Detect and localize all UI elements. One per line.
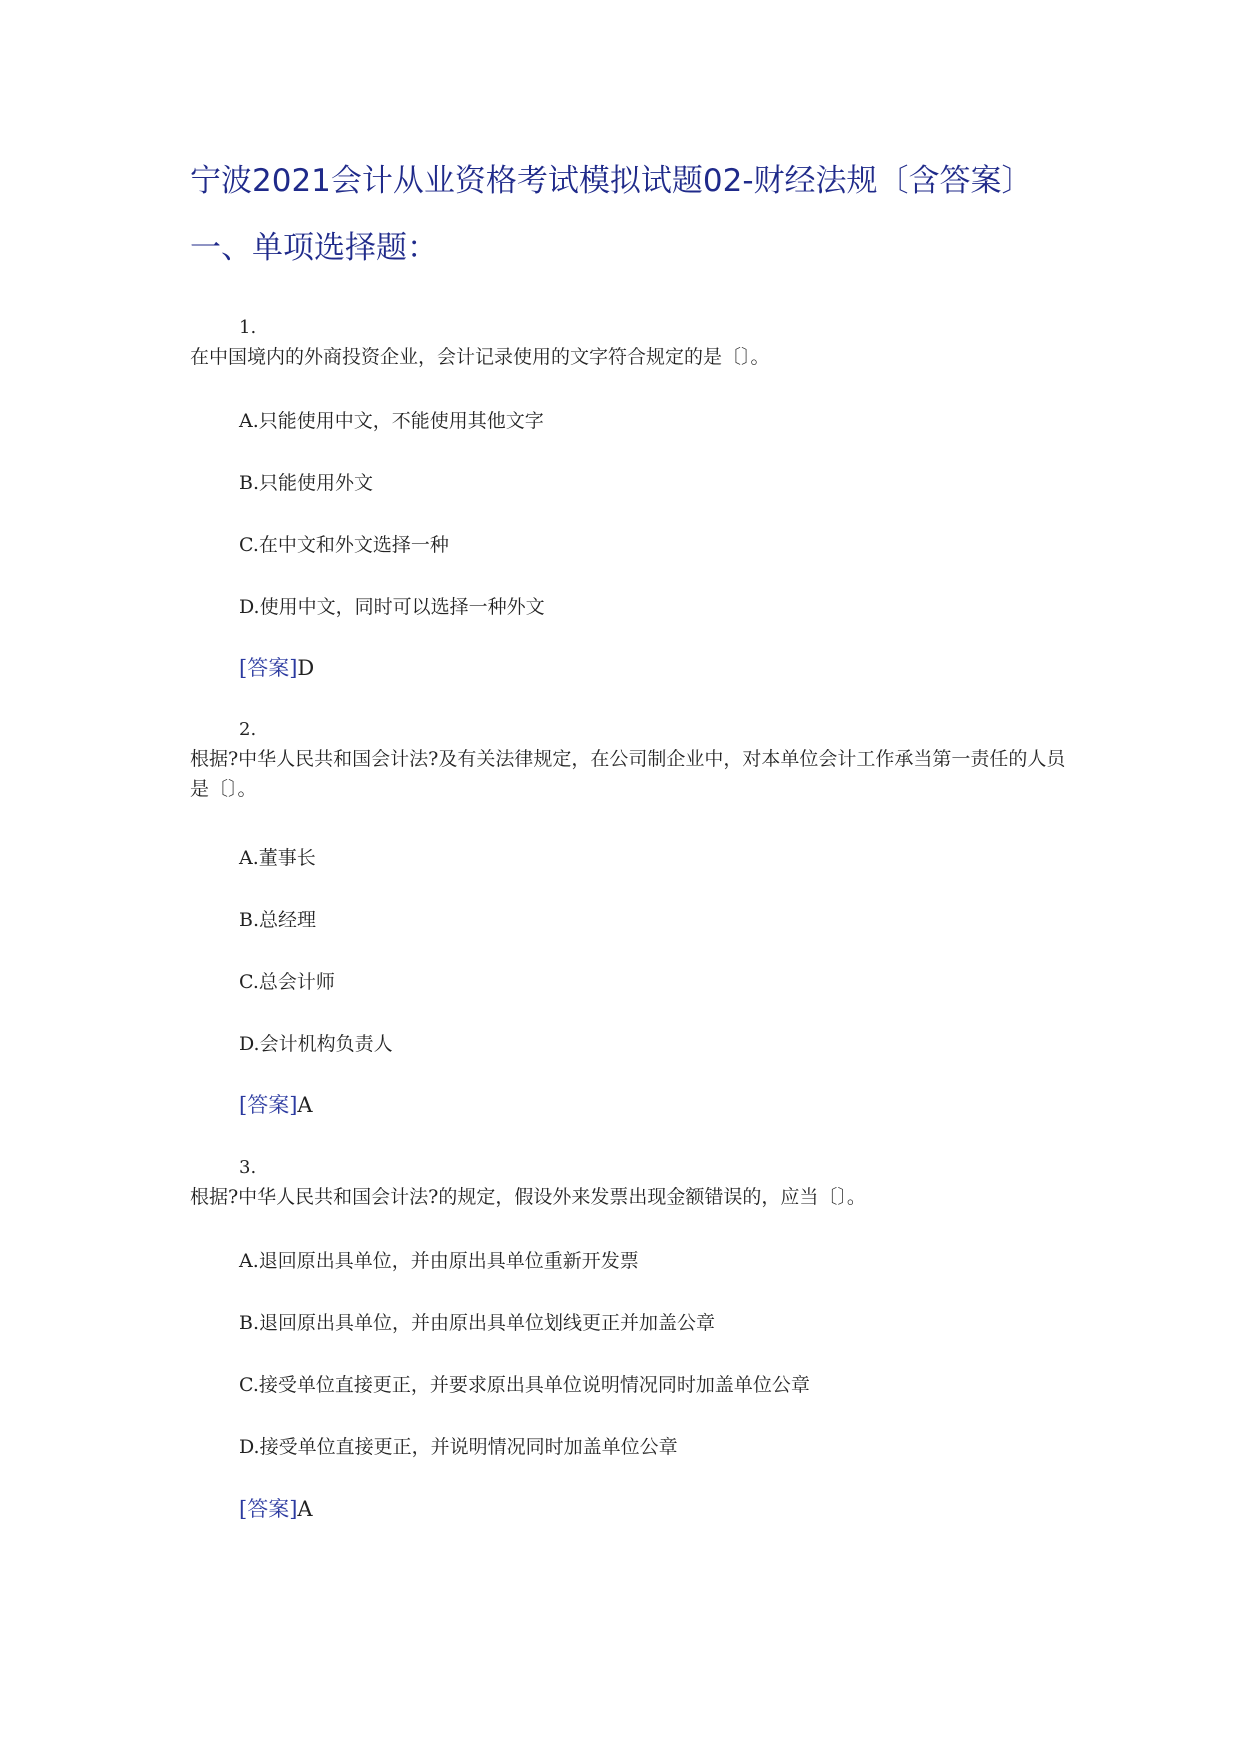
question-number: 1. bbox=[239, 317, 257, 338]
option-b: B.只能使用外文 bbox=[239, 472, 374, 494]
option-d: D.使用中文，同时可以选择一种外文 bbox=[239, 596, 545, 618]
answer-line bbox=[239, 1091, 313, 1119]
question-text: 根据?中华人民共和国会计法?的规定，假设外来发票出现金额错误的，应当〔〕。 bbox=[190, 1186, 866, 1208]
answer-value: D bbox=[297, 656, 315, 680]
option-b: B.总经理 bbox=[239, 909, 317, 931]
option-d: D.接受单位直接更正，并说明情况同时加盖单位公章 bbox=[239, 1436, 678, 1458]
option-c: C.总会计师 bbox=[239, 971, 335, 993]
section-heading: 一、单项选择题： bbox=[190, 230, 438, 266]
answer-label: [答案] bbox=[239, 1093, 298, 1117]
document-title: 宁波2021会计从业资格考试模拟试题02-财经法规〔含答案〕 bbox=[190, 163, 1033, 199]
option-b: B.退回原出具单位，并由原出具单位划线更正并加盖公章 bbox=[239, 1312, 716, 1334]
answer-label: [答案] bbox=[239, 1497, 298, 1521]
option-a: A.董事长 bbox=[239, 847, 316, 869]
question-number: 2. bbox=[239, 719, 257, 740]
question-number: 3. bbox=[239, 1157, 257, 1178]
option-c: C.接受单位直接更正，并要求原出具单位说明情况同时加盖单位公章 bbox=[239, 1374, 810, 1396]
question-text: 在中国境内的外商投资企业，会计记录使用的文字符合规定的是〔〕。 bbox=[190, 346, 770, 368]
option-d: D.会计机构负责人 bbox=[239, 1033, 393, 1055]
question-text: 根据?中华人民共和国会计法?及有关法律规定，在公司制企业中，对本单位会计工作承当第一责任的人员是〔〕。 bbox=[190, 748, 1066, 800]
answer-line bbox=[239, 1495, 313, 1523]
answer-value: A bbox=[297, 1497, 313, 1521]
answer-label: [答案] bbox=[239, 656, 298, 680]
option-a: A.只能使用中文，不能使用其他文字 bbox=[239, 410, 544, 432]
option-c: C.在中文和外文选择一种 bbox=[239, 534, 449, 556]
answer-value: A bbox=[297, 1093, 313, 1117]
answer-line bbox=[239, 654, 314, 682]
option-a: A.退回原出具单位，并由原出具单位重新开发票 bbox=[239, 1250, 639, 1272]
